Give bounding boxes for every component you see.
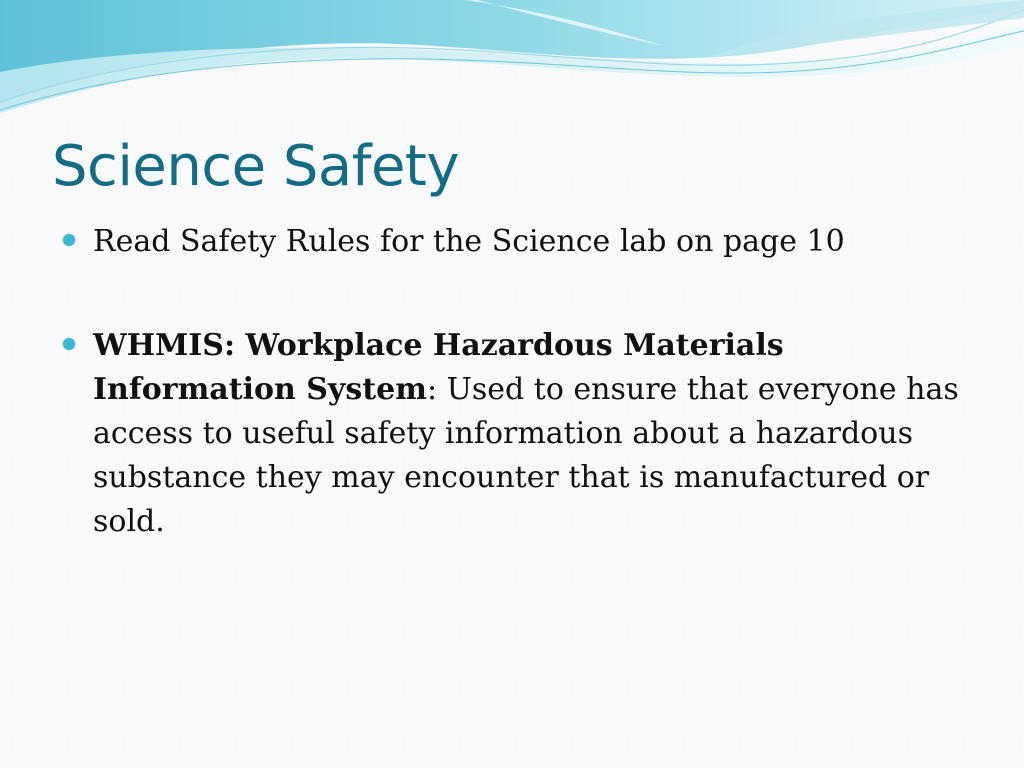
bullet-item-safety-rules xyxy=(60,220,960,264)
definition-colon: : xyxy=(426,372,438,407)
whmis-definition-text: Used to ensure that everyone has access to useful safety information about a hazardous substance they may encounter that is manufactured or sold. xyxy=(93,372,959,539)
wave-header-icon xyxy=(0,0,1024,125)
bullet-text: Read Safety Rules for the Science lab on page 10 xyxy=(93,224,845,259)
bullet-dot-icon xyxy=(63,234,75,246)
bullet-dot-icon xyxy=(63,338,75,350)
bullet-list xyxy=(60,220,960,544)
slide-title: Science Safety xyxy=(52,134,460,199)
whmis-definition-term: WHMIS: Workplace Hazardous Materials Information System xyxy=(93,328,784,407)
bullet-item-whmis xyxy=(60,324,960,544)
